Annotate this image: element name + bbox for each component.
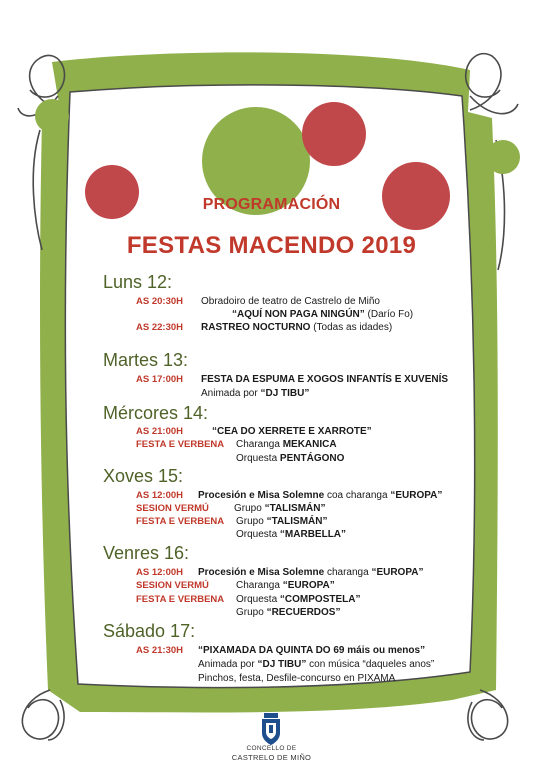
time-tag: AS 20:30H <box>136 296 183 307</box>
municipal-seal-icon <box>262 713 280 745</box>
event-line <box>236 579 335 592</box>
event-line <box>136 295 183 308</box>
event-line <box>198 566 423 579</box>
footer-org-line2: CASTRELO DE MIÑO <box>231 753 312 762</box>
time-tag: AS 12:00H <box>136 490 183 501</box>
event-title: “DJ TIBU” <box>260 388 310 399</box>
event-line <box>136 502 209 515</box>
section-tag: FESTA E VERBENA <box>136 439 225 450</box>
event-note: Grupo <box>236 607 267 618</box>
event-line <box>136 593 224 606</box>
red-circle-small <box>302 102 366 166</box>
event-note: Charanga <box>236 580 283 591</box>
event-line <box>236 515 328 528</box>
section-tag: FESTA E VERBENA <box>136 516 225 527</box>
event-line <box>236 606 340 619</box>
time-tag: AS 21:00H <box>136 426 183 437</box>
subtitle: PROGRAMACIÓN <box>202 196 341 213</box>
event-note: Animada por <box>201 388 261 399</box>
event-note: con música “daqueles anos” <box>306 659 435 670</box>
event-title: “EUROPA” <box>282 580 335 591</box>
time-tag: AS 17:00H <box>136 374 183 385</box>
event-title: RASTREO NOCTURNO <box>201 322 311 333</box>
page-title: FESTAS MACENDO 2019 <box>126 232 417 259</box>
event-note: Animada por <box>198 659 258 670</box>
event-title: FESTA DA ESPUMA E XOGOS INFANTÍS E XUVENÍS <box>201 374 449 385</box>
time-tag: AS 12:00H <box>136 567 183 578</box>
time-tag: AS 22:30H <box>136 322 183 333</box>
day-heading: Martes 13: <box>103 350 189 370</box>
event-title: “CEA DO XERRETE E XARROTE” <box>212 426 372 437</box>
event-note: (Darío Fo) <box>364 309 414 320</box>
event-note: Grupo <box>236 516 267 527</box>
event-title: “TALISMÁN” <box>266 516 328 527</box>
event-line <box>136 566 183 579</box>
event-note: Orquesta <box>236 453 280 464</box>
event-line <box>198 489 442 502</box>
event-line <box>136 321 183 334</box>
event-line <box>136 489 183 502</box>
event-line <box>232 308 413 321</box>
event-title: Procesión e Misa Solemne <box>198 490 325 501</box>
event-note: coa charanga <box>324 490 391 501</box>
section-tag: SESION VERMÚ <box>136 503 209 514</box>
event-title: “RECUERDOS” <box>266 607 341 618</box>
time-tag: AS 21:30H <box>136 645 183 656</box>
section-tag: FESTA E VERBENA <box>136 594 225 605</box>
event-text: Obradoiro de teatro de Castrelo de Miño <box>201 296 380 307</box>
event-line <box>136 438 224 451</box>
event-title: “MARBELLA” <box>279 529 347 540</box>
event-note: (Todas as idades) <box>310 322 393 333</box>
event-title: “EUROPA” <box>390 490 443 501</box>
event-line <box>136 425 183 438</box>
day-heading: Mércores 14: <box>103 403 209 423</box>
event-line <box>236 438 337 451</box>
day-heading: Luns 12: <box>103 272 173 292</box>
event-line <box>136 373 183 386</box>
event-title: Procesión e Misa Solemne <box>198 567 325 578</box>
event-title: MEKANICA <box>282 439 337 450</box>
event-title: “COMPOSTELA” <box>279 594 361 605</box>
day-heading: Sábado 17: <box>103 621 196 641</box>
event-line <box>201 387 309 400</box>
event-line <box>136 515 224 528</box>
event-line <box>201 321 392 334</box>
event-note: Charanga <box>236 439 283 450</box>
event-title: “TALISMÁN” <box>264 503 326 514</box>
event-title: “PIXAMADA DA QUINTA DO 69 máis ou menos” <box>198 645 426 656</box>
event-line <box>136 644 183 657</box>
event-note: charanga <box>324 567 372 578</box>
event-note: Pinchos, festa, Desfile-concurso en PIXAMA <box>198 673 396 684</box>
event-note: Orquesta <box>236 594 280 605</box>
event-title: “AQUÍ NON PAGA NINGÚN” <box>232 309 365 320</box>
event-line <box>236 452 344 465</box>
event-line <box>234 502 326 515</box>
event-title: “EUROPA” <box>371 567 424 578</box>
event-line <box>198 658 434 671</box>
green-circle-right <box>486 140 520 174</box>
event-title: “DJ TIBU” <box>257 659 307 670</box>
green-circle-top-left <box>35 99 69 133</box>
footer-org-line1: CONCELLO DE <box>246 745 297 752</box>
event-line <box>236 528 346 541</box>
section-tag: SESION VERMÚ <box>136 580 209 591</box>
event-note: Orquesta <box>236 529 280 540</box>
event-note: Grupo <box>234 503 265 514</box>
day-heading: Xoves 15: <box>103 466 184 486</box>
event-title: PENTÁGONO <box>279 453 345 464</box>
event-line <box>136 579 209 592</box>
day-heading: Venres 16: <box>103 543 190 563</box>
event-line <box>236 593 360 606</box>
